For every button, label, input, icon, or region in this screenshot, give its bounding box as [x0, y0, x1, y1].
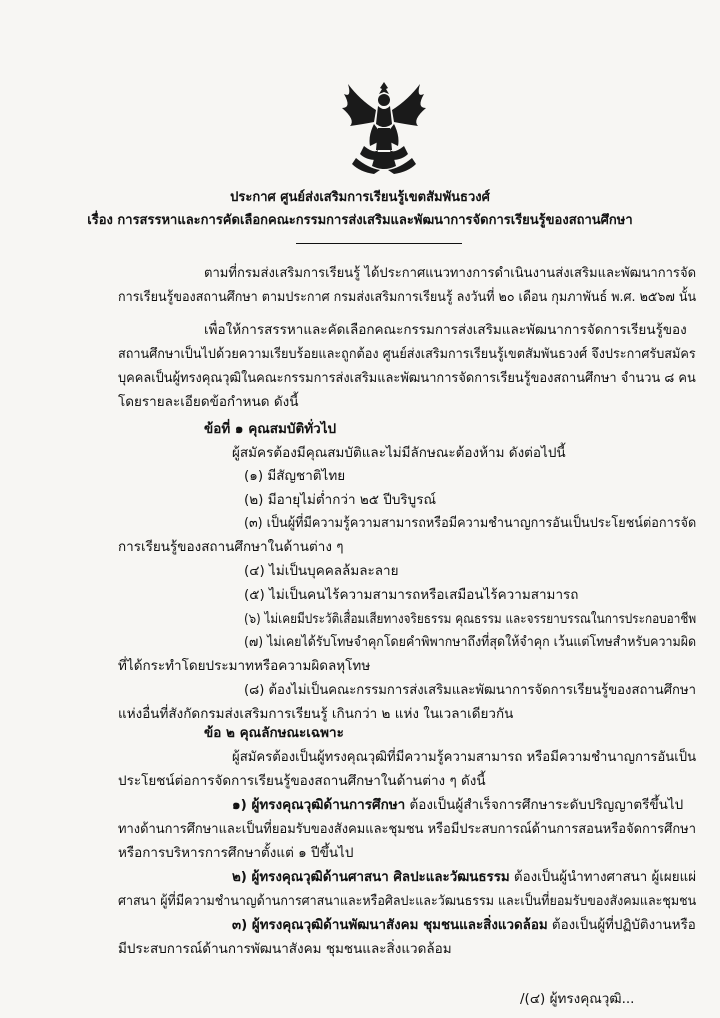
announcement-subject: เรื่อง การสรรหาและการคัดเลือกคณะกรรมการส่งเสริมและพัฒนาการจัดการเรียนรู้ของสถานศึกษา: [87, 213, 633, 228]
list-item: (๑) มีสัญชาติไทย: [244, 468, 346, 484]
list-item-continuation: มีประสบการณ์ด้านการพัฒนาสังคม ชุมชนและสิ่งแวดล้อม: [118, 941, 452, 957]
list-item-title: ๓) ผู้ทรงคุณวุฒิด้านพัฒนาสังคม ชุมชนและสิ่งแวดล้อม: [232, 917, 548, 933]
continuation-note: /(๔) ผู้ทรงคุณวุฒิ...: [520, 991, 635, 1007]
list-item-continuation: หรือการบริหารการศึกษาตั้งแต่ ๑ ปีขึ้นไป: [118, 845, 354, 861]
list-item: [232, 916, 696, 934]
paragraph-line: บุคคลเป็นผู้ทรงคุณวุฒิในคณะกรรมการส่งเสริมและพัฒนาการจัดการเรียนรู้ของสถานศึกษา จำนวน ๘ คน: [118, 370, 696, 386]
list-item-continuation: แห่งอื่นที่สังกัดกรมส่งเสริมการเรียนรู้ เกินกว่า ๒ แห่ง ในเวลาเดียวกัน: [118, 706, 514, 722]
list-item: [232, 796, 683, 814]
list-item: (๘) ต้องไม่เป็นคณะกรรมการส่งเสริมและพัฒนาการจัดการเรียนรู้ของสถานศึกษา: [244, 682, 696, 698]
paragraph-line: การเรียนรู้ของสถานศึกษา ตามประกาศ กรมส่งเสริมการเรียนรู้ ลงวันที่ ๒๐ เดือน กุมภาพันธ์ พ.ศ. ๒๕๖๗ นั้น: [118, 289, 697, 305]
list-item-continuation: ศาสนา ผู้ที่มีความชำนาญด้านการศาสนาและหรือศิลปะและวัฒนธรรม และเป็นที่ยอมรับของสังคมและชุมชน: [118, 893, 697, 909]
list-item: [232, 868, 696, 886]
list-item-text: ต้องเป็นผู้ที่ปฏิบัติงานหรือ: [547, 917, 696, 933]
garuda-emblem-icon: [334, 80, 434, 176]
list-item-text: ต้องเป็นผู้สำเร็จการศึกษาระดับปริญญาตรีขึ้นไป: [405, 797, 684, 813]
announcement-title: ประกาศ ศูนย์ส่งเสริมการเรียนรู้เขตสัมพันธวงศ์: [230, 190, 490, 205]
list-item-continuation: ทางด้านการศึกษาและเป็นที่ยอมรับของสังคมและชุมชน หรือมีประสบการณ์ด้านการสอนหรือจัดการศึกษา: [118, 821, 696, 837]
title-divider: [296, 243, 462, 244]
section2-heading: ข้อ ๒ คุณลักษณะเฉพาะ: [204, 725, 344, 741]
list-item-text: ต้องเป็นผู้นำทางศาสนา ผู้เผยแผ่: [509, 869, 697, 885]
list-item: (๕) ไม่เป็นคนไร้ความสามารถหรือเสมือนไร้ความสามารถ: [244, 587, 579, 603]
paragraph-line: สถานศึกษาเป็นไปด้วยความเรียบร้อยและถูกต้อง ศูนย์ส่งเสริมการเรียนรู้เขตสัมพันธวงศ์ จึงประกาศรับสมัคร: [118, 346, 696, 362]
section2-intro: ผู้สมัครต้องเป็นผู้ทรงคุณวุฒิที่มีความรู้ความสามารถ หรือมีความชำนาญการอันเป็น: [232, 749, 697, 765]
list-item-continuation: การเรียนรู้ของสถานศึกษาในด้านต่าง ๆ: [118, 539, 344, 555]
list-item-title: ๒) ผู้ทรงคุณวุฒิด้านศาสนา ศิลปะและวัฒนธรรม: [232, 869, 510, 885]
paragraph-line: โดยรายละเอียดข้อกำหนด ดังนี้: [118, 394, 299, 410]
paragraph-line: เพื่อให้การสรรหาและคัดเลือกคณะกรรมการส่งเสริมและพัฒนาการจัดการเรียนรู้ของ: [204, 322, 687, 338]
list-item: (๔) ไม่เป็นบุคคลล้มละลาย: [244, 563, 399, 579]
section1-heading: ข้อที่ ๑ คุณสมบัติทั่วไป: [204, 421, 337, 437]
list-item-continuation: ที่ได้กระทำโดยประมาทหรือความผิดลหุโทษ: [118, 658, 371, 674]
list-item-title: ๑) ผู้ทรงคุณวุฒิด้านการศึกษา: [232, 797, 406, 813]
section1-intro: ผู้สมัครต้องมีคุณสมบัติและไม่มีลักษณะต้องห้าม ดังต่อไปนี้: [232, 445, 566, 461]
section2-intro-continuation: ประโยชน์ต่อการจัดการเรียนรู้ของสถานศึกษาในด้านต่าง ๆ ดังนี้: [118, 773, 486, 789]
list-item: (๗) ไม่เคยได้รับโทษจำคุกโดยคำพิพากษาถึงที่สุดให้จำคุก เว้นแต่โทษสำหรับความผิด: [244, 634, 697, 650]
list-item: (๒) มีอายุไม่ต่ำกว่า ๒๕ ปีบริบูรณ์: [244, 492, 437, 508]
list-item: (๓) เป็นผู้ที่มีความรู้ความสามารถหรือมีความชำนาญการอันเป็นประโยชน์ต่อการจัด: [244, 515, 697, 531]
list-item: (๖) ไม่เคยมีประวัติเสื่อมเสียทางจริยธรรม คุณธรรม และจรรยาบรรณในการประกอบอาชีพ: [244, 611, 697, 627]
paragraph-line: ตามที่กรมส่งเสริมการเรียนรู้ ได้ประกาศแนวทางการดำเนินงานส่งเสริมและพัฒนาการจัด: [204, 265, 697, 281]
